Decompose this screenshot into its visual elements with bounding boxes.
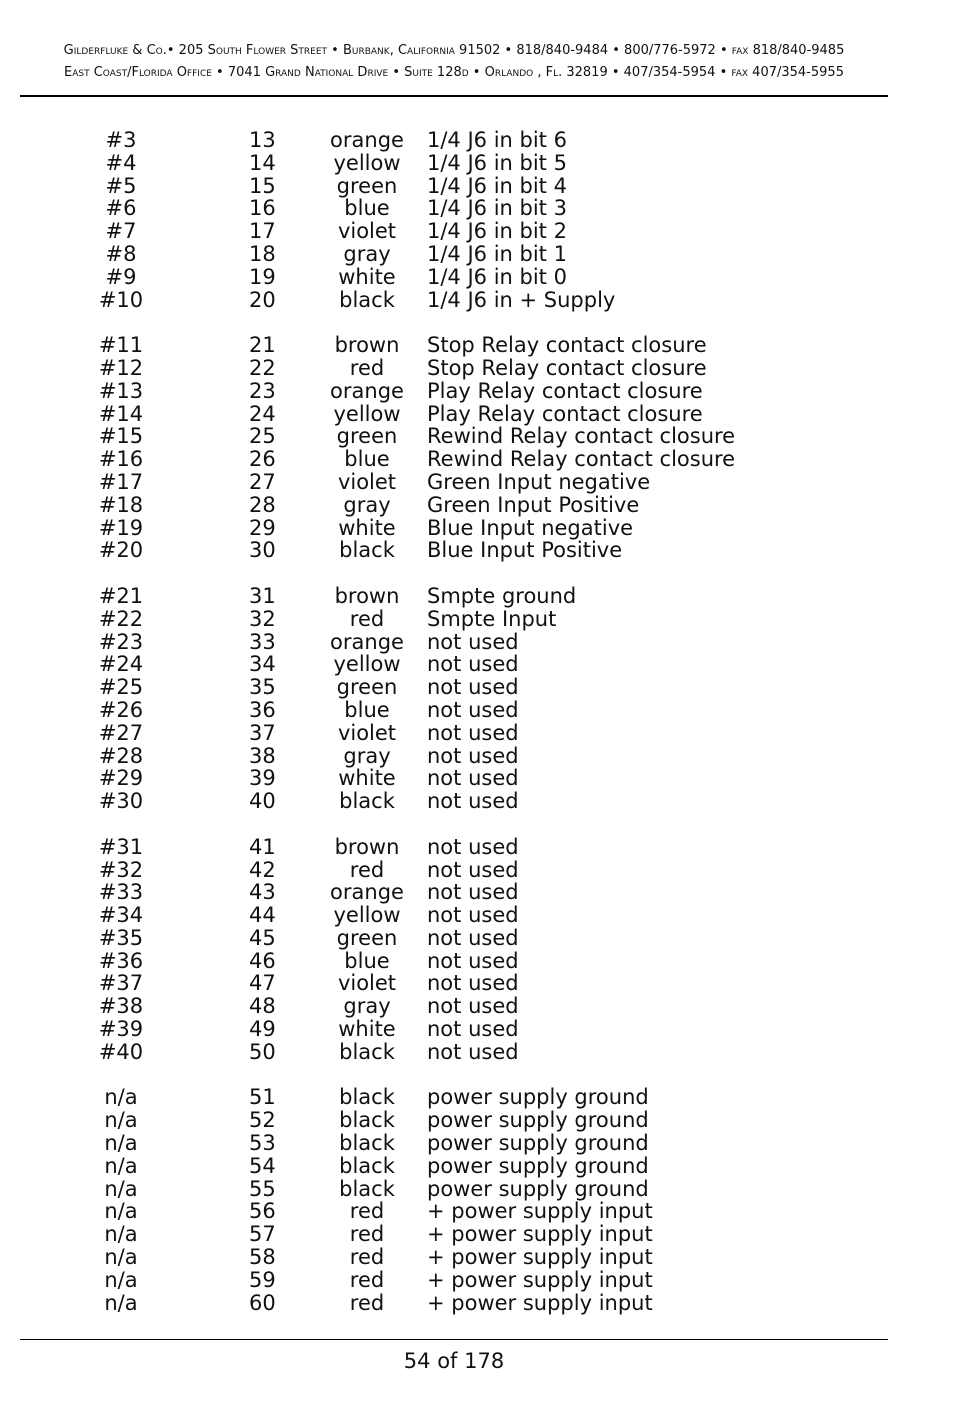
description-cell: power supply ground [427, 1108, 649, 1133]
slot-cell: #17 [98, 469, 144, 494]
slot-cell: n/a [104, 1267, 138, 1292]
pin-cell: 57 [249, 1222, 276, 1247]
description-cell: 1/4 J6 in bit 5 [427, 150, 567, 175]
slot-cell: #6 [105, 196, 137, 221]
description-cell: 1/4 J6 in bit 6 [427, 128, 567, 152]
slot-cell: #32 [98, 857, 144, 882]
slot-cell: #33 [98, 880, 144, 905]
table-row [0, 289, 954, 312]
slot-cell: n/a [104, 1199, 138, 1224]
description-cell: Rewind Relay contact closure [427, 447, 736, 472]
description-cell: not used [427, 994, 519, 1019]
wire-color-cell: red [349, 1199, 385, 1224]
slot-cell: #16 [98, 447, 144, 472]
pin-cell: 40 [249, 789, 276, 814]
table-row [0, 653, 954, 676]
wire-color-cell: violet [337, 971, 397, 996]
pinout-table [0, 129, 954, 1337]
footer-divider [20, 1339, 888, 1340]
page-header [20, 40, 888, 84]
wire-color-cell: orange [330, 880, 404, 905]
pin-cell: 13 [249, 128, 276, 152]
description-cell: Green Input negative [427, 469, 651, 494]
table-row [0, 380, 954, 403]
pin-group [0, 585, 954, 813]
table-row [0, 995, 954, 1018]
wire-color-cell: brown [334, 333, 400, 358]
page-number: 54 of 178 [403, 1349, 505, 1373]
wire-color-cell: black [339, 1085, 395, 1110]
description-cell: 1/4 J6 in + Supply [427, 287, 616, 312]
table-row [0, 220, 954, 243]
table-row [0, 585, 954, 608]
table-row [0, 1178, 954, 1201]
description-cell: Rewind Relay contact closure [427, 424, 736, 449]
pin-cell: 48 [249, 994, 276, 1019]
table-row [0, 152, 954, 175]
description-cell: not used [427, 675, 519, 700]
pin-cell: 14 [249, 150, 276, 175]
description-cell: not used [427, 880, 519, 905]
wire-color-cell: black [339, 1153, 395, 1178]
description-cell: not used [427, 834, 519, 859]
wire-color-cell: black [339, 789, 395, 814]
pin-cell: 46 [249, 948, 276, 973]
table-row [0, 175, 954, 198]
table-row [0, 927, 954, 950]
description-cell: 1/4 J6 in bit 1 [427, 241, 567, 266]
slot-cell: #38 [98, 994, 144, 1019]
wire-color-cell: red [349, 1290, 385, 1315]
table-row [0, 699, 954, 722]
header-divider [20, 95, 888, 97]
slot-cell: #27 [98, 720, 144, 745]
table-row [0, 1109, 954, 1132]
description-cell: not used [427, 652, 519, 677]
pin-cell: 31 [249, 583, 276, 608]
pin-cell: 23 [249, 378, 276, 403]
table-row [0, 631, 954, 654]
description-cell: not used [427, 629, 519, 654]
wire-color-cell: brown [334, 834, 400, 859]
wire-color-cell: violet [337, 469, 397, 494]
description-cell: 1/4 J6 in bit 0 [427, 264, 567, 289]
slot-cell: #20 [98, 538, 144, 563]
table-row [0, 950, 954, 973]
pin-cell: 50 [249, 1039, 276, 1064]
pin-cell: 58 [249, 1245, 276, 1270]
slot-cell: n/a [104, 1085, 138, 1110]
table-row [0, 1269, 954, 1292]
slot-cell: #29 [98, 766, 144, 791]
table-row [0, 266, 954, 289]
wire-color-cell: violet [337, 219, 397, 244]
pin-cell: 16 [249, 196, 276, 221]
wire-color-cell: violet [337, 720, 397, 745]
slot-cell: n/a [104, 1222, 138, 1247]
pin-cell: 32 [249, 606, 276, 631]
pin-cell: 38 [249, 743, 276, 768]
wire-color-cell: red [349, 1245, 385, 1270]
slot-cell: #35 [98, 925, 144, 950]
wire-color-cell: red [349, 1267, 385, 1292]
table-row [0, 972, 954, 995]
pin-cell: 20 [249, 287, 276, 312]
wire-color-cell: yellow [333, 652, 401, 677]
pin-cell: 24 [249, 401, 276, 426]
table-row [0, 1200, 954, 1223]
description-cell: Smpte ground [427, 583, 577, 608]
wire-color-cell: red [349, 1222, 385, 1247]
pin-cell: 21 [249, 333, 276, 358]
wire-color-cell: orange [330, 378, 404, 403]
table-row [0, 676, 954, 699]
description-cell: not used [427, 857, 519, 882]
table-row [0, 1041, 954, 1064]
description-cell: not used [427, 1017, 519, 1042]
pin-group [0, 334, 954, 562]
wire-color-cell: gray [343, 743, 391, 768]
slot-cell: #28 [98, 743, 144, 768]
table-row [0, 745, 954, 768]
description-cell: Blue Input Positive [427, 538, 623, 563]
wire-color-cell: yellow [333, 903, 401, 928]
wire-color-cell: green [336, 675, 398, 700]
table-row [0, 1155, 954, 1178]
pin-cell: 49 [249, 1017, 276, 1042]
slot-cell: #12 [98, 355, 144, 380]
wire-color-cell: blue [344, 697, 390, 722]
wire-color-cell: green [336, 424, 398, 449]
slot-cell: #34 [98, 903, 144, 928]
pin-cell: 15 [249, 173, 276, 198]
table-row [0, 904, 954, 927]
description-cell: power supply ground [427, 1176, 649, 1201]
pin-cell: 35 [249, 675, 276, 700]
table-row [0, 1246, 954, 1269]
wire-color-cell: orange [330, 128, 404, 152]
header-address-line-2: East Coast/Florida Office • 7041 Grand National Drive • Suite 128d • Orlando , Fl. 32819 • 407/354-5954 • fax 407/354-5955 [64, 65, 844, 80]
table-row [0, 767, 954, 790]
description-cell: not used [427, 697, 519, 722]
header-address-line-1: Gilderfluke & Co.• 205 South Flower Street • Burbank, California 91502 • 818/840-9484 • 800/776-5972 • fax 818/840-9485 [63, 43, 845, 58]
slot-cell: #10 [98, 287, 144, 312]
slot-cell: #31 [98, 834, 144, 859]
table-row [0, 243, 954, 266]
pin-cell: 55 [249, 1176, 276, 1201]
description-cell: + power supply input [427, 1267, 653, 1292]
wire-color-cell: green [336, 925, 398, 950]
wire-color-cell: black [339, 287, 395, 312]
table-row [0, 494, 954, 517]
slot-cell: n/a [104, 1245, 138, 1270]
wire-color-cell: white [338, 766, 396, 791]
wire-color-cell: black [339, 538, 395, 563]
pin-cell: 42 [249, 857, 276, 882]
description-cell: not used [427, 766, 519, 791]
slot-cell: #7 [105, 219, 137, 244]
description-cell: not used [427, 971, 519, 996]
wire-color-cell: green [336, 173, 398, 198]
slot-cell: n/a [104, 1290, 138, 1315]
slot-cell: #36 [98, 948, 144, 973]
pin-cell: 25 [249, 424, 276, 449]
description-cell: + power supply input [427, 1199, 653, 1224]
description-cell: not used [427, 743, 519, 768]
slot-cell: n/a [104, 1131, 138, 1156]
table-row [0, 357, 954, 380]
slot-cell: #5 [105, 173, 137, 198]
description-cell: 1/4 J6 in bit 3 [427, 196, 567, 221]
description-cell: not used [427, 789, 519, 814]
table-row [0, 790, 954, 813]
wire-color-cell: white [338, 264, 396, 289]
wire-color-cell: yellow [333, 401, 401, 426]
table-row [0, 334, 954, 357]
pin-group [0, 836, 954, 1064]
wire-color-cell: blue [344, 447, 390, 472]
slot-cell: #40 [98, 1039, 144, 1064]
pin-cell: 41 [249, 834, 276, 859]
wire-color-cell: brown [334, 583, 400, 608]
table-row [0, 197, 954, 220]
pin-cell: 44 [249, 903, 276, 928]
slot-cell: #19 [98, 515, 144, 540]
wire-color-cell: red [349, 857, 385, 882]
table-row [0, 836, 954, 859]
table-row [0, 1086, 954, 1109]
slot-cell: #4 [105, 150, 137, 175]
slot-cell: n/a [104, 1153, 138, 1178]
pin-group [0, 1086, 954, 1314]
description-cell: not used [427, 925, 519, 950]
description-cell: power supply ground [427, 1131, 649, 1156]
pin-cell: 33 [249, 629, 276, 654]
slot-cell: #37 [98, 971, 144, 996]
slot-cell: #22 [98, 606, 144, 631]
description-cell: power supply ground [427, 1153, 649, 1178]
table-row [0, 471, 954, 494]
slot-cell: #39 [98, 1017, 144, 1042]
slot-cell: #14 [98, 401, 144, 426]
wire-color-cell: gray [343, 492, 391, 517]
pin-cell: 18 [249, 241, 276, 266]
table-row [0, 1292, 954, 1315]
pin-group [0, 129, 954, 311]
table-row [0, 448, 954, 471]
wire-color-cell: black [339, 1039, 395, 1064]
description-cell: Blue Input negative [427, 515, 634, 540]
table-row [0, 425, 954, 448]
pin-cell: 22 [249, 355, 276, 380]
slot-cell: #25 [98, 675, 144, 700]
description-cell: Play Relay contact closure [427, 401, 703, 426]
pin-cell: 37 [249, 720, 276, 745]
table-row [0, 1132, 954, 1155]
description-cell: not used [427, 720, 519, 745]
description-cell: not used [427, 1039, 519, 1064]
slot-cell: #18 [98, 492, 144, 517]
slot-cell: #9 [105, 264, 137, 289]
wire-color-cell: yellow [333, 150, 401, 175]
table-row [0, 722, 954, 745]
pin-cell: 19 [249, 264, 276, 289]
pin-cell: 43 [249, 880, 276, 905]
slot-cell: #21 [98, 583, 144, 608]
description-cell: power supply ground [427, 1085, 649, 1110]
description-cell: Stop Relay contact closure [427, 333, 707, 358]
description-cell: + power supply input [427, 1245, 653, 1270]
slot-cell: #3 [105, 128, 137, 152]
pin-cell: 47 [249, 971, 276, 996]
pin-cell: 30 [249, 538, 276, 563]
description-cell: not used [427, 948, 519, 973]
wire-color-cell: red [349, 355, 385, 380]
pin-cell: 60 [249, 1290, 276, 1315]
wire-color-cell: black [339, 1131, 395, 1156]
pin-cell: 59 [249, 1267, 276, 1292]
wire-color-cell: orange [330, 629, 404, 654]
table-row [0, 129, 954, 152]
pin-cell: 17 [249, 219, 276, 244]
wire-color-cell: black [339, 1108, 395, 1133]
wire-color-cell: gray [343, 994, 391, 1019]
pin-cell: 54 [249, 1153, 276, 1178]
description-cell: Play Relay contact closure [427, 378, 703, 403]
pin-cell: 51 [249, 1085, 276, 1110]
slot-cell: #13 [98, 378, 144, 403]
pin-cell: 34 [249, 652, 276, 677]
table-row [0, 1018, 954, 1041]
wire-color-cell: blue [344, 196, 390, 221]
slot-cell: #30 [98, 789, 144, 814]
table-row [0, 859, 954, 882]
slot-cell: #24 [98, 652, 144, 677]
slot-cell: #15 [98, 424, 144, 449]
slot-cell: #8 [105, 241, 137, 266]
pin-cell: 27 [249, 469, 276, 494]
table-row [0, 608, 954, 631]
pin-cell: 56 [249, 1199, 276, 1224]
description-cell: 1/4 J6 in bit 4 [427, 173, 567, 198]
pin-cell: 29 [249, 515, 276, 540]
slot-cell: #11 [98, 333, 144, 358]
slot-cell: #26 [98, 697, 144, 722]
description-cell: Smpte Input [427, 606, 557, 631]
description-cell: Green Input Positive [427, 492, 640, 517]
table-row [0, 539, 954, 562]
description-cell: + power supply input [427, 1222, 653, 1247]
pin-cell: 36 [249, 697, 276, 722]
wire-color-cell: white [338, 515, 396, 540]
table-row [0, 881, 954, 904]
wire-color-cell: red [349, 606, 385, 631]
description-cell: + power supply input [427, 1290, 653, 1315]
slot-cell: n/a [104, 1108, 138, 1133]
description-cell: 1/4 J6 in bit 2 [427, 219, 567, 244]
wire-color-cell: black [339, 1176, 395, 1201]
wire-color-cell: gray [343, 241, 391, 266]
table-row [0, 403, 954, 426]
table-row [0, 1223, 954, 1246]
table-row [0, 517, 954, 540]
pin-cell: 26 [249, 447, 276, 472]
pin-cell: 45 [249, 925, 276, 950]
wire-color-cell: white [338, 1017, 396, 1042]
description-cell: not used [427, 903, 519, 928]
description-cell: Stop Relay contact closure [427, 355, 707, 380]
pin-cell: 28 [249, 492, 276, 517]
slot-cell: #23 [98, 629, 144, 654]
pin-cell: 53 [249, 1131, 276, 1156]
slot-cell: n/a [104, 1176, 138, 1201]
wire-color-cell: blue [344, 948, 390, 973]
pin-cell: 52 [249, 1108, 276, 1133]
pin-cell: 39 [249, 766, 276, 791]
